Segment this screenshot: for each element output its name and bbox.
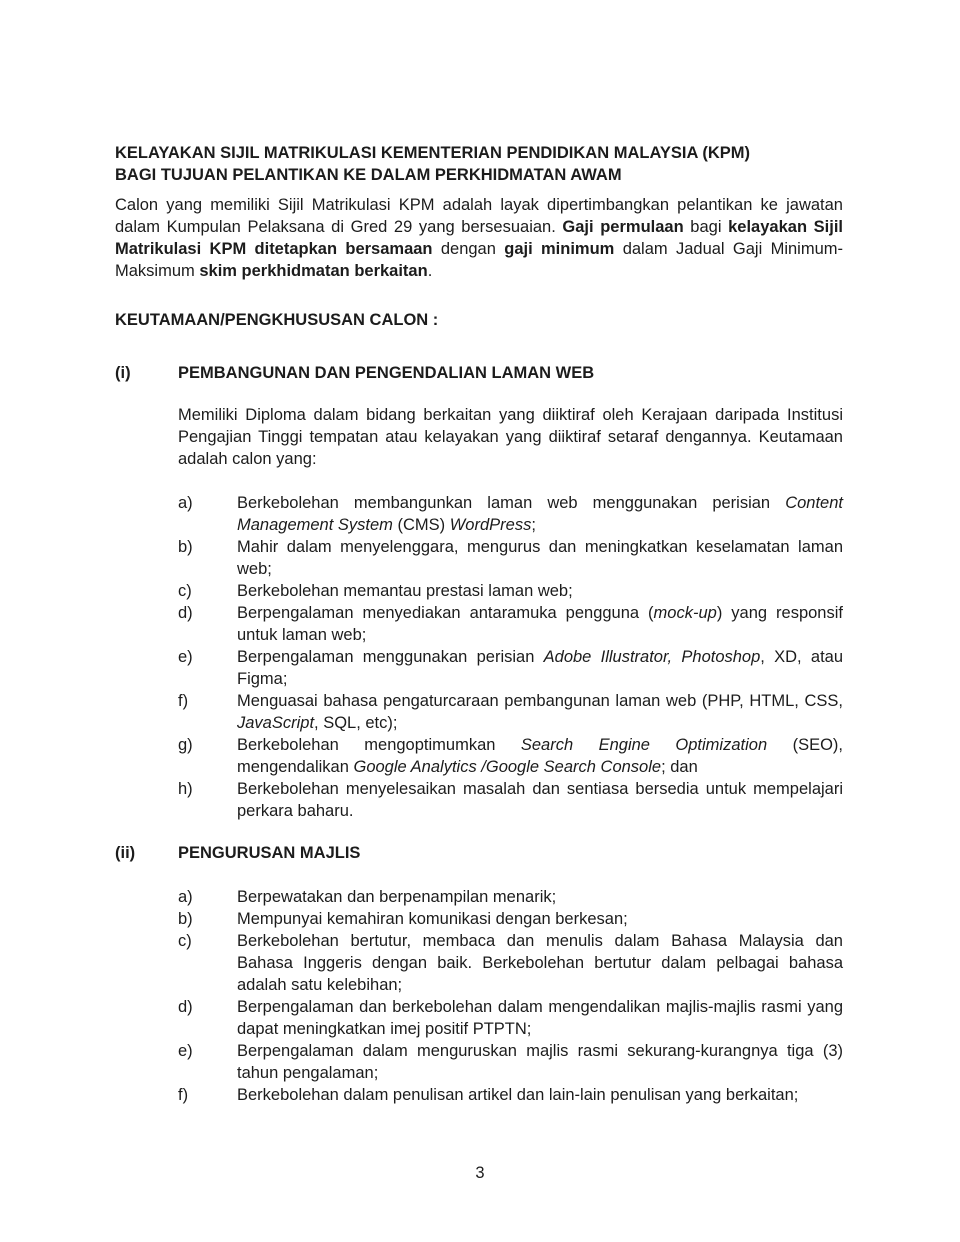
list-item-label: b): [178, 538, 193, 556]
text-segment: ; dan: [661, 758, 698, 776]
document-title: [115, 142, 843, 186]
list-item-text: [237, 778, 843, 822]
list-item-text: [237, 646, 843, 690]
list-item-text: [237, 996, 843, 1040]
text-segment: Berpengalaman menyediakan antaramuka pengguna (: [237, 604, 654, 622]
text-segment: Berpengalaman dalam menguruskan majlis rasmi sekurang-kurangnya tiga (3) tahun pengalaman;: [237, 1042, 843, 1082]
text-segment: gaji minimum: [504, 240, 615, 258]
list-item: [178, 690, 843, 734]
text-segment: Berpewatakan dan berpenampilan menarik;: [237, 888, 557, 906]
text-segment: Berkebolehan memantau prestasi laman web;: [237, 582, 573, 600]
section-items: [178, 492, 843, 822]
section-title: PENGURUSAN MAJLIS: [178, 844, 361, 862]
text-segment: (CMS): [392, 516, 450, 534]
list-item-text: [237, 1084, 843, 1106]
section-items: [178, 886, 843, 1106]
text-segment: Adobe Illustrator, Photoshop: [543, 648, 761, 666]
list-item-text: [237, 886, 843, 908]
list-item-text: [237, 908, 843, 930]
list-item: [178, 734, 843, 778]
section: [115, 842, 843, 1106]
text-segment: Berpengalaman menggunakan perisian: [237, 648, 544, 666]
text-segment: ;: [531, 516, 536, 534]
list-item-text: [237, 1040, 843, 1084]
list-item-label: f): [178, 692, 189, 710]
list-item-label: c): [178, 582, 192, 600]
text-segment: .: [427, 262, 433, 280]
intro-paragraph: [115, 194, 843, 282]
text-segment: Berkebolehan bertutur, membaca dan menulis dalam Bahasa Malaysia dan Bahasa Inggeris dengan baik. Berkebolehan bertutur dalam pelbagai bahasa adalah satu kelebihan;: [237, 932, 843, 994]
list-item-text: [237, 492, 843, 536]
list-item-label: c): [178, 932, 192, 950]
list-item: [178, 536, 843, 580]
text-segment: dengan: [432, 240, 505, 258]
list-item-text: [237, 690, 843, 734]
document-title-line-2: BAGI TUJUAN PELANTIKAN KE DALAM PERKHIDMATAN AWAM: [115, 166, 622, 184]
text-segment: Google Analytics /Google Search Console: [353, 758, 662, 776]
text-segment: mock-up: [653, 604, 717, 622]
text-segment: Berkebolehan dalam penulisan artikel dan lain-lain penulisan yang berkaitan;: [237, 1086, 799, 1104]
text-segment: kelayakan Sijil Matrikulasi KPM ditetapkan bersamaan: [115, 218, 843, 258]
list-item: [178, 908, 843, 930]
list-item: [178, 886, 843, 908]
text-segment: Berpengalaman dan berkebolehan dalam mengendalikan majlis-majlis rasmi yang dapat meningkatkan imej positif PTPTN;: [237, 998, 843, 1038]
list-item-label: h): [178, 780, 193, 798]
text-segment: skim perkhidmatan berkaitan: [199, 262, 428, 280]
text-segment: , SQL, etc);: [314, 714, 398, 732]
section-intro: Memiliki Diploma dalam bidang berkaitan yang diiktiraf oleh Kerajaan daripada Institusi Pengajian Tinggi tempatan atau kelayakan yang diiktiraf setaraf dengannya. Keutamaan adalah calon yang:: [178, 406, 843, 468]
list-item-label: f): [178, 1086, 189, 1104]
list-item-text: [237, 580, 843, 602]
list-item-label: d): [178, 604, 193, 622]
text-segment: Content Management System: [237, 494, 843, 534]
text-segment: Mahir dalam menyelenggara, mengurus dan meningkatkan keselamatan laman web;: [237, 538, 843, 578]
text-segment: Calon yang memiliki Sijil Matrikulasi KPM adalah layak dipertimbangkan pelantikan ke jawatan dalam Kumpulan Pelaksana di Gred 29 yang bersesuaian.: [115, 196, 843, 236]
list-item-label: a): [178, 888, 193, 906]
list-item-label: g): [178, 736, 193, 754]
list-item-label: b): [178, 910, 193, 928]
list-item: [178, 778, 843, 822]
text-segment: Search Engine Optimization: [520, 736, 768, 754]
section-title: PEMBANGUNAN DAN PENGENDALIAN LAMAN WEB: [178, 364, 595, 382]
list-item-text: [237, 930, 843, 996]
list-item-text: [237, 536, 843, 580]
list-item: [178, 996, 843, 1040]
list-item-label: e): [178, 1042, 193, 1060]
text-segment: JavaScript: [237, 714, 315, 732]
list-item: [178, 1084, 843, 1106]
text-segment: Mempunyai kemahiran komunikasi dengan berkesan;: [237, 910, 628, 928]
list-item-label: d): [178, 998, 193, 1016]
section: [115, 362, 843, 822]
text-segment: WordPress: [449, 516, 532, 534]
document-content: [115, 142, 843, 1106]
list-item-label: e): [178, 648, 193, 666]
list-item-label: a): [178, 494, 193, 512]
document-title-line-1: KELAYAKAN SIJIL MATRIKULASI KEMENTERIAN PENDIDIKAN MALAYSIA (KPM): [115, 144, 750, 162]
sections: [115, 362, 843, 1106]
list-item: [178, 930, 843, 996]
list-item: [178, 1040, 843, 1084]
text-segment: Berkebolehan mengoptimumkan: [237, 736, 521, 754]
text-segment: , XD, atau Figma;: [237, 648, 844, 688]
text-segment: dalam Jadual Gaji Minimum-Maksimum: [115, 240, 844, 280]
page-number: 3: [475, 1164, 485, 1182]
main-section-heading: KEUTAMAAN/PENGKHUSUSAN CALON :: [115, 311, 439, 329]
text-segment: bagi: [683, 218, 729, 236]
list-item: [178, 492, 843, 536]
section-numeral: (ii): [115, 844, 136, 862]
text-segment: Berkebolehan membangunkan laman web menggunakan perisian: [237, 494, 786, 512]
section-numeral: (i): [115, 364, 131, 382]
text-segment: Berkebolehan menyelesaikan masalah dan sentiasa bersedia untuk mempelajari perkara baharu.: [237, 780, 843, 820]
list-item: [178, 602, 843, 646]
list-item-text: [237, 734, 843, 778]
text-segment: Menguasai bahasa pengaturcaraan pembangunan laman web (PHP, HTML, CSS,: [237, 692, 843, 710]
list-item: [178, 646, 843, 690]
list-item: [178, 580, 843, 602]
text-segment: (SEO), mengendalikan: [237, 736, 843, 776]
text-segment: ) yang responsif untuk laman web;: [237, 604, 843, 644]
text-segment: Gaji permulaan: [562, 218, 684, 236]
list-item-text: [237, 602, 843, 646]
